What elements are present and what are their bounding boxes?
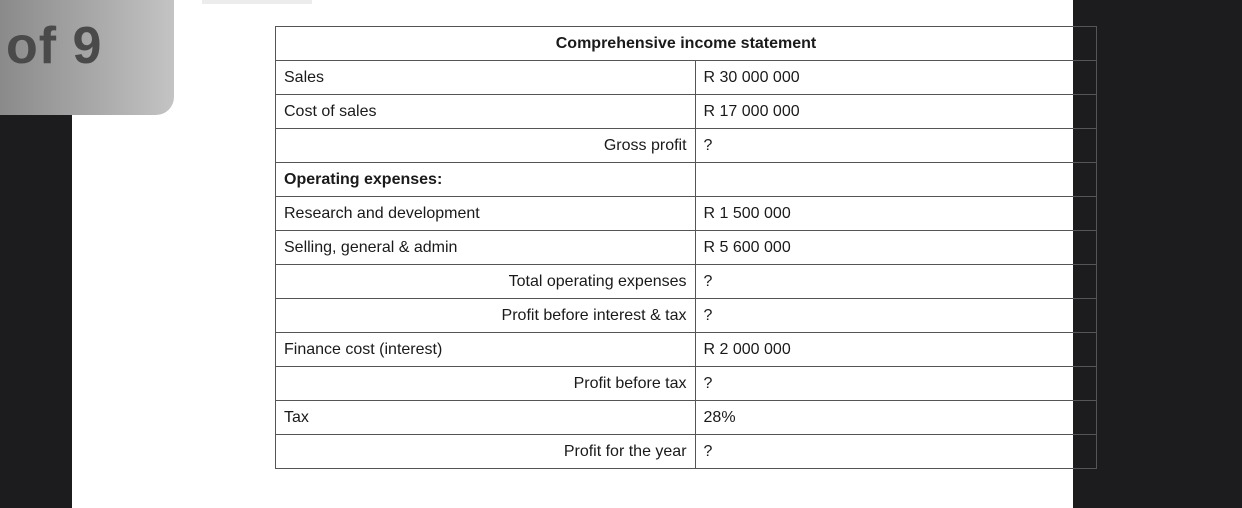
row-label: Finance cost (interest) bbox=[276, 333, 696, 367]
table-row bbox=[276, 129, 1097, 163]
table-row bbox=[276, 265, 1097, 299]
page-count-label: of 9 bbox=[6, 17, 103, 75]
table-row bbox=[276, 299, 1097, 333]
page-top-mark bbox=[202, 0, 312, 4]
page-count-badge bbox=[0, 0, 174, 115]
row-value: R 30 000 000 bbox=[695, 61, 1096, 95]
table-row bbox=[276, 197, 1097, 231]
row-value: ? bbox=[695, 265, 1096, 299]
row-label: Cost of sales bbox=[276, 95, 696, 129]
income-statement-table bbox=[275, 26, 1097, 469]
table-row bbox=[276, 333, 1097, 367]
row-label: Profit before interest & tax bbox=[276, 299, 696, 333]
row-value bbox=[695, 163, 1096, 197]
table-row bbox=[276, 435, 1097, 469]
table-title: Comprehensive income statement bbox=[276, 27, 1097, 61]
row-label: Research and development bbox=[276, 197, 696, 231]
row-label: Profit before tax bbox=[276, 367, 696, 401]
row-value: R 17 000 000 bbox=[695, 95, 1096, 129]
table-row bbox=[276, 95, 1097, 129]
row-label: Selling, general & admin bbox=[276, 231, 696, 265]
row-value: ? bbox=[695, 367, 1096, 401]
table-row bbox=[276, 61, 1097, 95]
table-row bbox=[276, 367, 1097, 401]
row-label: Gross profit bbox=[276, 129, 696, 163]
row-label: Profit for the year bbox=[276, 435, 696, 469]
row-value: R 5 600 000 bbox=[695, 231, 1096, 265]
document-page bbox=[72, 0, 1073, 508]
row-value: 28% bbox=[695, 401, 1096, 435]
table-row bbox=[276, 163, 1097, 197]
row-value: R 1 500 000 bbox=[695, 197, 1096, 231]
row-label: Sales bbox=[276, 61, 696, 95]
table-row bbox=[276, 401, 1097, 435]
section-heading: Operating expenses: bbox=[276, 163, 696, 197]
row-value: ? bbox=[695, 299, 1096, 333]
row-label: Total operating expenses bbox=[276, 265, 696, 299]
row-value: R 2 000 000 bbox=[695, 333, 1096, 367]
row-value: ? bbox=[695, 129, 1096, 163]
table-header-row bbox=[276, 27, 1097, 61]
row-value: ? bbox=[695, 435, 1096, 469]
row-label: Tax bbox=[276, 401, 696, 435]
table-row bbox=[276, 231, 1097, 265]
